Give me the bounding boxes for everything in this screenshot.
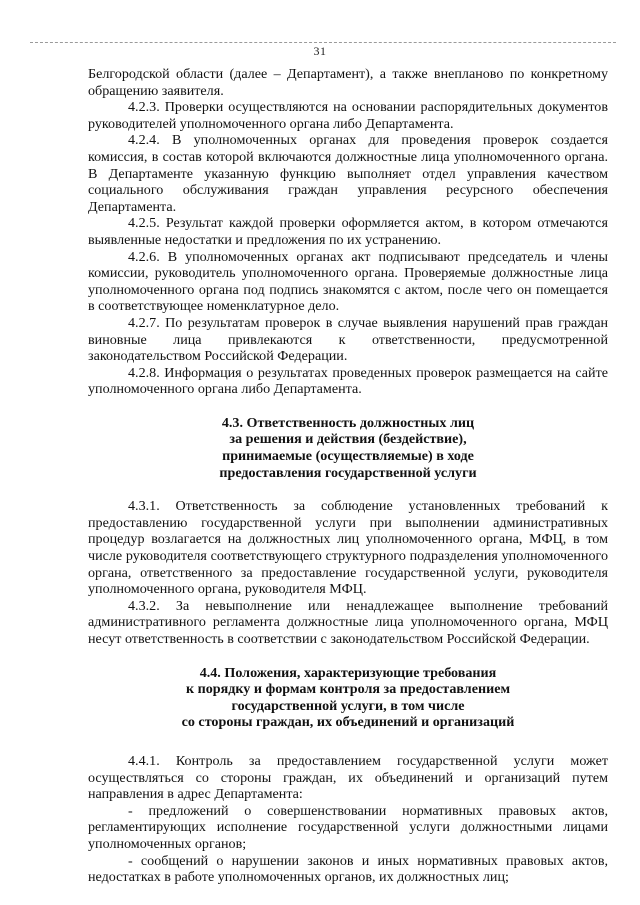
section-heading-4-3: [88, 415, 608, 481]
paragraph-continuation: Белгородской области (далее – Департамент), а также внепланово по конкретному обращению заявителя.: [88, 66, 608, 99]
heading-line: государственной услуги, в том числе: [231, 697, 465, 714]
section-heading-4-4: [88, 665, 608, 731]
page-number: 31: [313, 44, 327, 58]
paragraph-4-2-4: 4.2.4. В уполномоченных органах для проведения проверок создается комиссия, в состав которой включаются должностные лица уполномоченного органа. В Департаменте указанную функцию выполняет отдел управления качеством социального обслуживания граждан управления ресурсного обеспечения Департамента.: [88, 132, 608, 215]
heading-line: к порядку и формам контроля за предоставлением: [185, 681, 511, 698]
heading-line: 4.4. Положения, характеризующие требования: [199, 664, 497, 681]
paragraph-4-2-3: 4.2.3. Проверки осуществляются на основании распорядительных документов руководителей уполномоченного органа либо Департамента.: [88, 99, 608, 132]
scan-artifact-line: [30, 42, 616, 43]
heading-line: принимаемые (осуществляемые) в ходе: [222, 448, 474, 465]
paragraph-4-2-7: 4.2.7. По результатам проверок в случае выявления нарушений прав граждан виновные лица привлекаются к ответственности, предусмотренной законодательством Российской Федерации.: [88, 314, 608, 365]
heading-line: со стороны граждан, их объединений и организаций: [181, 714, 515, 731]
paragraph-4-4-1: 4.4.1. Контроль за предоставлением государственной услуги может осуществляться со стороны граждан, их объединений и организаций путем направления в адрес Департамента:: [88, 752, 608, 803]
paragraph-4-3-2: 4.3.2. За невыполнение или ненадлежащее выполнение требований административного регламента должностные лица уполномоченного органа, МФЦ несут ответственность в соответствии с законодательством Российской Федерации.: [88, 597, 608, 647]
heading-line: предоставления государственной услуги: [219, 464, 477, 481]
heading-line: за решения и действия (бездействие),: [229, 431, 467, 448]
paragraph-4-3-1: 4.3.1. Ответственность за соблюдение установленных требований к предоставлению государственной услуги при выполнении административных процедур возлагается на должностных лиц уполномоченного органа, МФЦ, в том числе руководителя соответствующего структурного подразделения уполномоченного органа, ответственного за предоставление государственной услуги, руководителя уполномоченного органа, руководителя МФЦ.: [88, 498, 608, 598]
list-item-proposals: - предложений о совершенствовании нормативных правовых актов, регламентирующих исполнение государственной услуги должностными лицами уполномоченных органов;: [88, 802, 608, 852]
paragraph-4-2-6: 4.2.6. В уполномоченных органах акт подписывают председатель и члены комиссии, руководитель уполномоченного органа. Проверяемые должностные лица уполномоченного органа под подпись знакомятся с актом, после чего он помещается в соответствующее номенклатурное дело.: [88, 248, 608, 315]
paragraph-4-2-5: 4.2.5. Результат каждой проверки оформляется актом, в котором отмечаются выявленные недостатки и предложения по их устранению.: [88, 215, 608, 248]
document-body: [88, 66, 608, 886]
paragraph-4-2-8: 4.2.8. Информация о результатах проведенных проверок размещается на сайте уполномоченного органа либо Департамента.: [88, 364, 608, 398]
list-item-reports: - сообщений о нарушении законов и иных нормативных правовых актов, недостатках в работе уполномоченных органов, их должностных лиц;: [88, 852, 608, 886]
heading-line: 4.3. Ответственность должностных лиц: [221, 414, 475, 431]
